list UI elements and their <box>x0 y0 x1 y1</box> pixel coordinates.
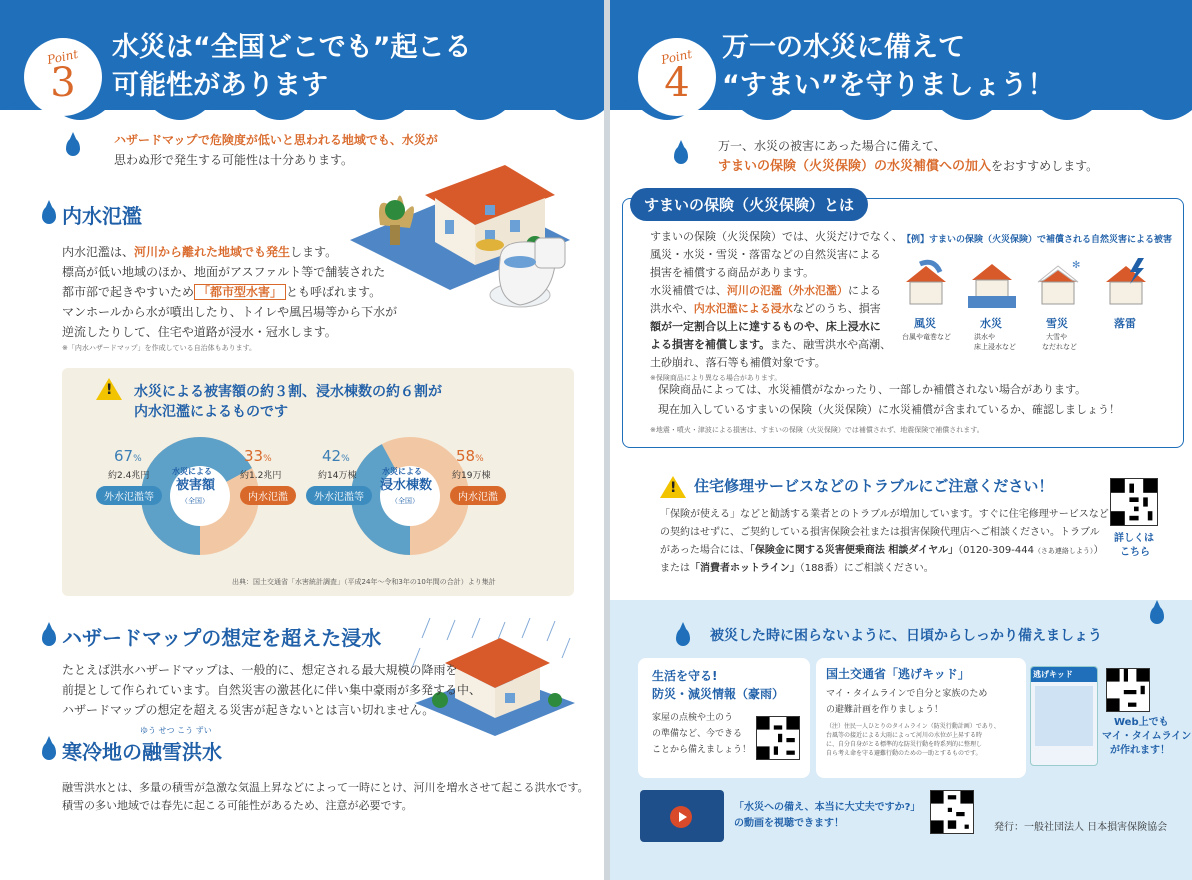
warning-line4: または「消費者ホットライン」（188番）にご相談ください。 <box>660 563 934 574</box>
svg-text:✻: ✻ <box>1072 260 1081 271</box>
donut2-a-label: 外水氾濫等 <box>306 486 372 505</box>
right-intro-line2: すまいの保険（火災保険）の水災補償への加入をおすすめします。 <box>718 159 1099 174</box>
donut1-a-percent: 67% <box>114 447 142 465</box>
video-line2: の動画を視聴できます！ <box>734 818 844 829</box>
donut1-center-line3: （全国） <box>181 497 209 505</box>
warning-icon <box>660 476 686 498</box>
card2-note3: に、自分自身がとる標準的な防災行動を時系列的に整理し <box>826 741 983 748</box>
donut2-a-sub: 約14万棟 <box>318 471 357 481</box>
box-line5: 洪水や、内水氾濫による浸水などのうち、損害 <box>650 302 881 315</box>
point-badge-4: Point 4 <box>638 38 716 116</box>
icon-sub-flood-1: 洪水や <box>974 333 995 341</box>
icon-label-flood: 水災 <box>980 317 1002 330</box>
card3-line2: マイ・タイムライン <box>1102 731 1192 742</box>
left-title-line1: 水災は“全国どこでも”起こる <box>112 32 472 63</box>
donut1-b-label: 内水氾濫 <box>240 486 296 505</box>
card2-note4: 自ら考え命を守る避難行動のための一助とするものです。 <box>826 750 982 757</box>
icon-sub-snow-1: 大雪や <box>1046 333 1067 341</box>
card2-title: 国土交通省「逃げキッド」 <box>826 667 970 681</box>
box-line3: 損害を補償する商品があります。 <box>650 266 815 279</box>
sec1-line2: 標高が低い地域のほか、地面がアスファルト等で舗装された <box>62 265 386 279</box>
icon-sub-wind: 台風や竜巻など <box>902 333 951 341</box>
card1-title1: 生活を守る! <box>652 669 718 683</box>
video-thumbnail[interactable] <box>640 790 724 842</box>
sec1-line4: マンホールから水が噴出したり、トイレや風呂場等から下水が <box>62 305 398 319</box>
sec2-line3: ハザードマップの想定を超える災害が起きないとは言い切れません。 <box>62 703 435 717</box>
card3-line1: Web上でも <box>1114 717 1169 728</box>
sec3-ruby: ゆう せつ こう ずい <box>140 726 212 735</box>
box-line10: 現在加入しているすまいの保険（火災保険）に水災補償が含まれているか、確認しましょう！ <box>658 403 1120 416</box>
water-drop-icon <box>42 628 56 646</box>
card2-note1: （注）住民一人ひとりのタイムライン（防災行動計画）であり、 <box>826 723 1000 730</box>
warning-line2: の契約はせずに、ご契約している損害保険会社または損害保険代理店へご相談ください。トラブル <box>660 527 1100 538</box>
qr-label-line1: 詳しくは <box>1114 533 1154 544</box>
section-title-inner-flood: 内水氾濫 <box>42 200 142 229</box>
right-title-line2: “すまい”を守りましょう！ <box>722 70 1055 101</box>
donut2-center-line1: 水災による <box>382 467 422 476</box>
warning-title: 住宅修理サービスなどのトラブルにご注意ください！ <box>694 477 1054 495</box>
sec1-line5: 逆流したりして、住宅や道路が浸水・冠水します。 <box>62 325 337 339</box>
warning-line3: があった場合には、「保険金に関する災害便乗商法 相談ダイヤル」（0120-309-444（さあ連絡しよう）） <box>660 545 1104 556</box>
icon-label-snow: 雪災 <box>1046 317 1068 330</box>
sec3-line1: 融雪洪水とは、多量の積雪が急激な気温上昇などによって一時にとけ、河川を増水させて起こる洪水です。 <box>62 781 589 794</box>
card1-line1: 家屋の点検や土のう <box>652 713 734 723</box>
donut1-b-sub: 約1.2兆円 <box>240 471 282 481</box>
qr-code-consult[interactable] <box>1110 478 1158 526</box>
lower-banner: 被災した時に困らないように、日頃からしっかり備えましょう <box>710 628 1102 644</box>
box-note1: ※保険商品により異なる場合があります。 <box>650 374 782 382</box>
left-intro-line1: ハザードマップで危険度が低いと思われる地域でも、水災が <box>114 133 438 147</box>
sec3-line2: 積雪の多い地域では春先に起こる可能性があるため、注意が必要です。 <box>62 799 413 812</box>
panel-headline-line2: 内水氾濫によるものです <box>134 404 288 420</box>
nigekid-screenshot: 逃げキッド <box>1030 666 1098 766</box>
publisher: 発行：一般社団法人 日本損害保険協会 <box>994 822 1168 833</box>
box-line9: 保険商品によっては、水災補償がなかったり、一部しか補償されない場合があります。 <box>658 383 1087 396</box>
box-line7: よる損害を補償します。また、融雪洪水や高潮、 <box>650 338 892 351</box>
donut2-center-line2: 浸水棟数 <box>380 478 433 493</box>
warning-icon <box>96 378 122 400</box>
water-drop-icon <box>66 138 80 156</box>
panel-headline-line1: 水災による被害額の約３割、浸水棟数の約６割が <box>134 384 442 400</box>
wind-disaster-icon <box>900 258 952 310</box>
qr-code-disaster-info[interactable] <box>756 716 800 760</box>
donut1-a-label: 外水氾濫等 <box>96 486 162 505</box>
box-note2: ※地震・噴火・津波による損害は、すまいの保険（火災保険）では補償されず、地震保険で補償されます。 <box>650 426 984 434</box>
flood-disaster-icon <box>966 258 1018 310</box>
card1-line3: ことから備えましょう！ <box>652 745 752 755</box>
right-title-line1: 万一の水災に備えて <box>722 32 965 63</box>
card3-line3: が作れます！ <box>1110 745 1170 756</box>
section-title-hazard-map: ハザードマップの想定を超えた浸水 <box>42 622 381 651</box>
warning-line1: 「保険が使える」などと勧誘する業者とのトラブルが増加しています。すぐに住宅修理サービスなど <box>660 509 1109 520</box>
right-intro-line1: 万一、水災の被害にあった場合に備えて、 <box>718 139 946 153</box>
left-title-line2: 可能性があります <box>112 70 328 101</box>
donut1-a-sub: 約2.4兆円 <box>108 471 150 481</box>
point-badge-3: Point 3 <box>24 38 102 116</box>
water-drop-icon <box>42 742 56 760</box>
card2-note2: 台風等の接近による大雨によって河川の水位が上昇する時 <box>826 732 983 739</box>
water-drop-icon <box>674 146 688 164</box>
icon-sub-flood-2: 床上浸水など <box>974 343 1016 351</box>
donut1-center-line1: 水災による <box>172 467 212 476</box>
chart-source: 出典：国土交通省「水害統計調査」（平成24年～令和3年の10年間の合計）より集計 <box>232 578 496 586</box>
donut2-center-line3: （全国） <box>391 497 419 505</box>
snow-disaster-icon <box>1032 258 1084 310</box>
right-page <box>610 0 1192 880</box>
donut2-b-percent: 58% <box>456 447 484 465</box>
qr-code-video[interactable] <box>930 790 974 834</box>
water-drop-icon <box>676 628 690 646</box>
box-line4: 水災補償では、河川の氾濫（外水氾濫）による <box>650 284 881 297</box>
card1-title2: 防災・減災情報（豪雨） <box>652 687 785 701</box>
box-line1: すまいの保険（火災保険）では、火災だけでなく、 <box>650 230 903 243</box>
section-title-snowmelt-flood: 寒冷地の融雪洪水 <box>42 736 222 765</box>
qr-code-mytimeline[interactable] <box>1106 668 1150 712</box>
icon-label-lightning: 落雷 <box>1114 317 1136 330</box>
sec2-line2: 前提として作られています。自然災害の激甚化に伴い集中豪雨が多発する中、 <box>62 683 482 697</box>
sec1-line3: 都市部で起きやすいため 「都市型水害」 とも呼ばれます。 <box>62 285 382 299</box>
box-line2: 風災・水災・雪災・落雷などの自然災害による <box>650 248 881 261</box>
card2-line1: マイ・タイムラインで自分と家族のため <box>826 689 988 699</box>
card1-line2: の準備など、今できる <box>652 729 743 739</box>
donut1-center-line2: 被害額 <box>176 478 216 493</box>
video-line1: 「水災への備え、本当に大丈夫ですか?」 <box>734 802 921 813</box>
box-line6: 額が一定割合以上に達するものや、床上浸水に <box>650 320 881 333</box>
donut1-b-percent: 33% <box>244 447 272 465</box>
icon-sub-snow-2: なだれなど <box>1042 343 1077 351</box>
sec1-note: ※「内水ハザードマップ」を作成している自治体もあります。 <box>62 344 257 352</box>
example-title: 【例】すまいの保険（火災保険）で補償される自然災害による被害 <box>902 235 1173 245</box>
sec2-line1: たとえば洪水ハザードマップは、一般的に、想定される最大規模の降雨を <box>62 663 458 677</box>
sec1-line1: 内水氾濫は、河川から離れた地域でも発生します。 <box>62 245 338 259</box>
donut2-b-label: 内水氾濫 <box>450 486 506 505</box>
icon-label-wind: 風災 <box>914 317 936 330</box>
box-line8: 土砂崩れ、落石等も補償対象です。 <box>650 356 826 369</box>
insurance-box-title: すまいの保険（火災保険）とは <box>630 188 868 221</box>
water-drop-icon <box>42 206 56 224</box>
donut2-b-sub: 約19万棟 <box>452 471 491 481</box>
lightning-disaster-icon <box>1100 258 1152 310</box>
water-drop-icon <box>1150 606 1164 624</box>
qr-label-line2: こちら <box>1120 547 1150 558</box>
card2-line2: の避難計画を作りましょう！ <box>826 705 944 715</box>
donut2-a-percent: 42% <box>322 447 350 465</box>
left-intro-line2: 思わぬ形で発生する可能性は十分あります。 <box>114 153 354 167</box>
